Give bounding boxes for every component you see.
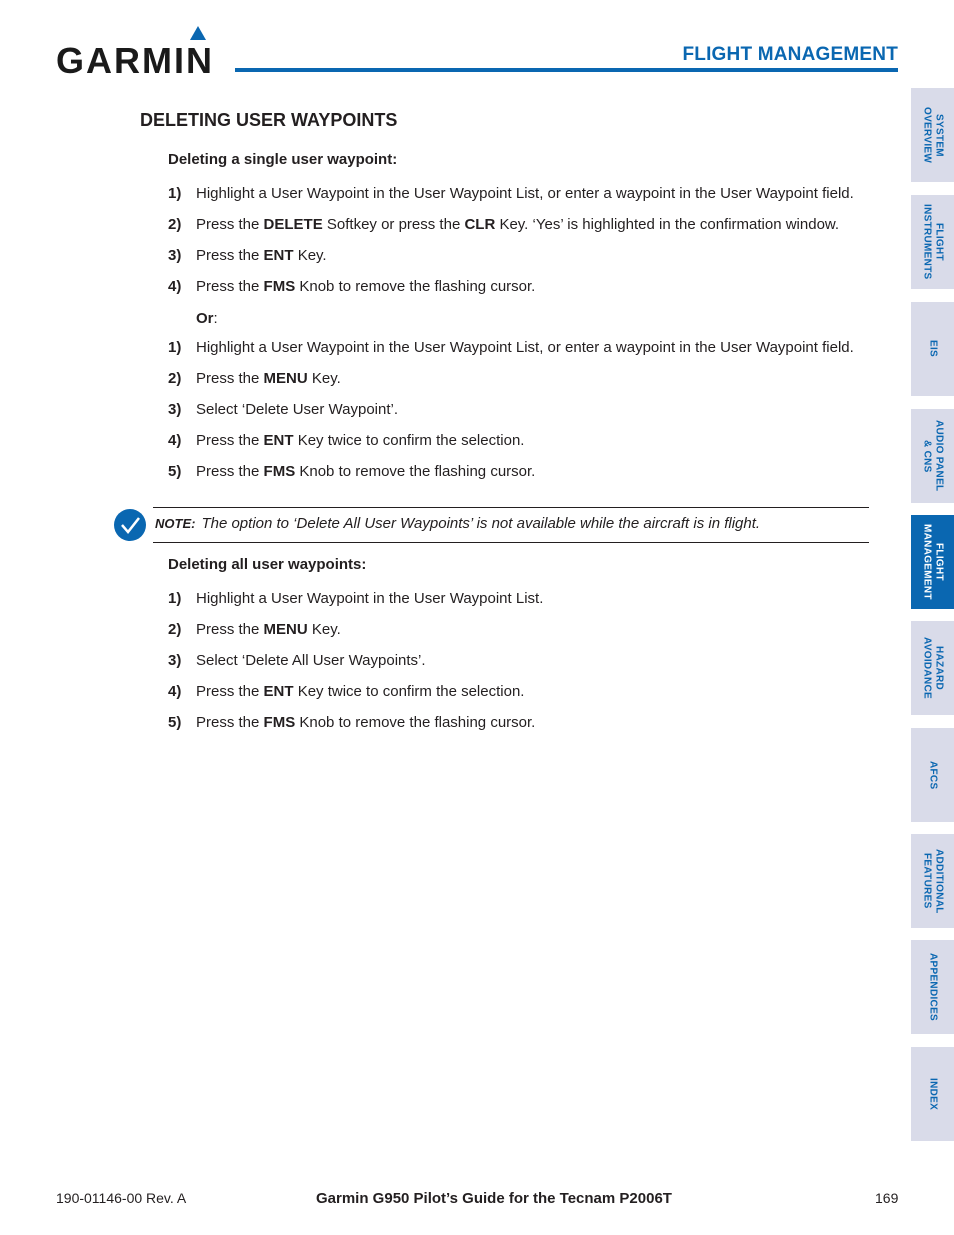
- chapter-tab[interactable]: [911, 834, 954, 928]
- step-number: 3): [168, 247, 182, 264]
- step-number: 1): [168, 590, 182, 607]
- step-key-name: CLR: [464, 216, 496, 233]
- step-text: Press the: [196, 216, 264, 233]
- step-number: 2): [168, 621, 182, 638]
- step-key-name: MENU: [263, 621, 308, 638]
- header-rule: [235, 68, 898, 72]
- step-number: 2): [168, 216, 182, 233]
- page-heading: DELETING USER WAYPOINTS: [140, 110, 398, 130]
- step-key-name: DELETE: [263, 216, 323, 233]
- logo-wordmark: GARMIN: [56, 40, 214, 81]
- garmin-logo: [56, 26, 218, 81]
- step-item: [168, 432, 524, 449]
- chapter-tab[interactable]: [911, 409, 954, 503]
- garmin-triangle-icon: [190, 26, 206, 40]
- step-text: Highlight a User Waypoint in the User Waypoint List.: [196, 590, 544, 607]
- step-number: 4): [168, 683, 182, 700]
- step-item: [168, 683, 524, 700]
- all-waypoints-subheading: Deleting all user waypoints:: [168, 556, 367, 573]
- or-separator: [196, 310, 218, 327]
- chapter-tab[interactable]: [911, 195, 954, 289]
- chapter-tab-label: EIS: [927, 340, 939, 358]
- step-item: [168, 463, 535, 480]
- chapter-tab-label: INDEX: [927, 1077, 939, 1111]
- step-item: [168, 339, 854, 356]
- step-text: Press the: [196, 683, 264, 700]
- step-number: 4): [168, 432, 182, 449]
- doc-number: 190-01146-00 Rev. A: [56, 1190, 187, 1206]
- step-key-name: ENT: [263, 247, 294, 264]
- chapter-tab[interactable]: [911, 1047, 954, 1141]
- step-item: [168, 247, 327, 264]
- chapter-tab-label: SYSTEM OVERVIEW: [921, 106, 945, 164]
- step-text: Select ‘Delete All User Waypoints’.: [196, 652, 426, 669]
- section-title: FLIGHT MANAGEMENT: [682, 44, 898, 65]
- step-item: [168, 652, 426, 669]
- doc-title: Garmin G950 Pilot’s Guide for the Tecnam P2006T: [316, 1190, 672, 1207]
- step-number: 5): [168, 714, 182, 731]
- step-text: Knob to remove the flashing cursor.: [295, 714, 536, 731]
- chapter-tab-label: HAZARD AVOIDANCE: [921, 637, 945, 699]
- step-item: [168, 370, 341, 387]
- step-item: [168, 714, 535, 731]
- step-text: Press the: [196, 621, 264, 638]
- note-checkmark-icon: [113, 508, 147, 542]
- step-item: [168, 185, 854, 202]
- step-text: Select ‘Delete User Waypoint’.: [196, 401, 399, 418]
- single-waypoint-subheading: Deleting a single user waypoint:: [168, 151, 398, 168]
- or-label: Or: [196, 310, 214, 327]
- note-box: [153, 507, 869, 543]
- chapter-tab[interactable]: [911, 940, 954, 1034]
- step-number: 2): [168, 370, 182, 387]
- chapter-tab-label: APPENDICES: [927, 952, 939, 1021]
- step-key-name: ENT: [263, 432, 294, 449]
- step-number: 3): [168, 652, 182, 669]
- step-item: [168, 401, 398, 418]
- step-text: Knob to remove the flashing cursor.: [295, 463, 536, 480]
- chapter-tab-label: FLIGHT INSTRUMENTS: [921, 204, 945, 280]
- step-text: Knob to remove the flashing cursor.: [295, 278, 536, 295]
- step-text: Press the: [196, 463, 264, 480]
- chapter-tab[interactable]: [911, 515, 954, 609]
- chapter-tab-label: AUDIO PANEL & CNS: [921, 420, 945, 492]
- page-number: 169: [875, 1190, 899, 1206]
- note-label: NOTE:: [155, 516, 196, 531]
- chapter-tab-label: FLIGHT MANAGEMENT: [921, 524, 945, 600]
- step-number: 1): [168, 339, 182, 356]
- step-item: [168, 621, 341, 638]
- step-text: Press the: [196, 432, 264, 449]
- step-text: Softkey or press the: [322, 216, 465, 233]
- chapter-tab[interactable]: [911, 88, 954, 182]
- step-key-name: MENU: [263, 370, 308, 387]
- step-text: Key.: [293, 247, 327, 264]
- step-text: Key.: [307, 621, 341, 638]
- step-item: [168, 278, 535, 295]
- step-text: Key.: [307, 370, 341, 387]
- step-text: Key. ‘Yes’ is highlighted in the confirmation window.: [495, 216, 840, 233]
- or-colon: :: [213, 310, 218, 327]
- step-text: Press the: [196, 370, 264, 387]
- step-number: 1): [168, 185, 182, 202]
- chapter-tab[interactable]: [911, 728, 954, 822]
- step-key-name: ENT: [263, 683, 294, 700]
- step-key-name: FMS: [263, 714, 296, 731]
- step-text: Key twice to confirm the selection.: [293, 683, 525, 700]
- step-text: Press the: [196, 247, 264, 264]
- note-text: [155, 515, 760, 532]
- step-key-name: FMS: [263, 278, 296, 295]
- step-number: 5): [168, 463, 182, 480]
- step-key-name: FMS: [263, 463, 296, 480]
- step-item: [168, 590, 543, 607]
- step-number: 4): [168, 278, 182, 295]
- chapter-tab[interactable]: [911, 302, 954, 396]
- note-body: The option to ‘Delete All User Waypoints’ is not available while the aircraft is in flight.: [201, 515, 761, 532]
- step-number: 3): [168, 401, 182, 418]
- chapter-tab-label: AFCS: [927, 760, 939, 790]
- step-text: Press the: [196, 278, 264, 295]
- step-text: Key twice to confirm the selection.: [293, 432, 525, 449]
- step-text: Highlight a User Waypoint in the User Waypoint List, or enter a waypoint in the User Waypoint field.: [196, 339, 854, 356]
- step-text: Press the: [196, 714, 264, 731]
- step-text: Highlight a User Waypoint in the User Waypoint List, or enter a waypoint in the User Waypoint field.: [196, 185, 854, 202]
- step-item: [168, 216, 839, 233]
- chapter-tab-label: ADDITIONAL FEATURES: [921, 848, 945, 914]
- chapter-tab[interactable]: [911, 621, 954, 715]
